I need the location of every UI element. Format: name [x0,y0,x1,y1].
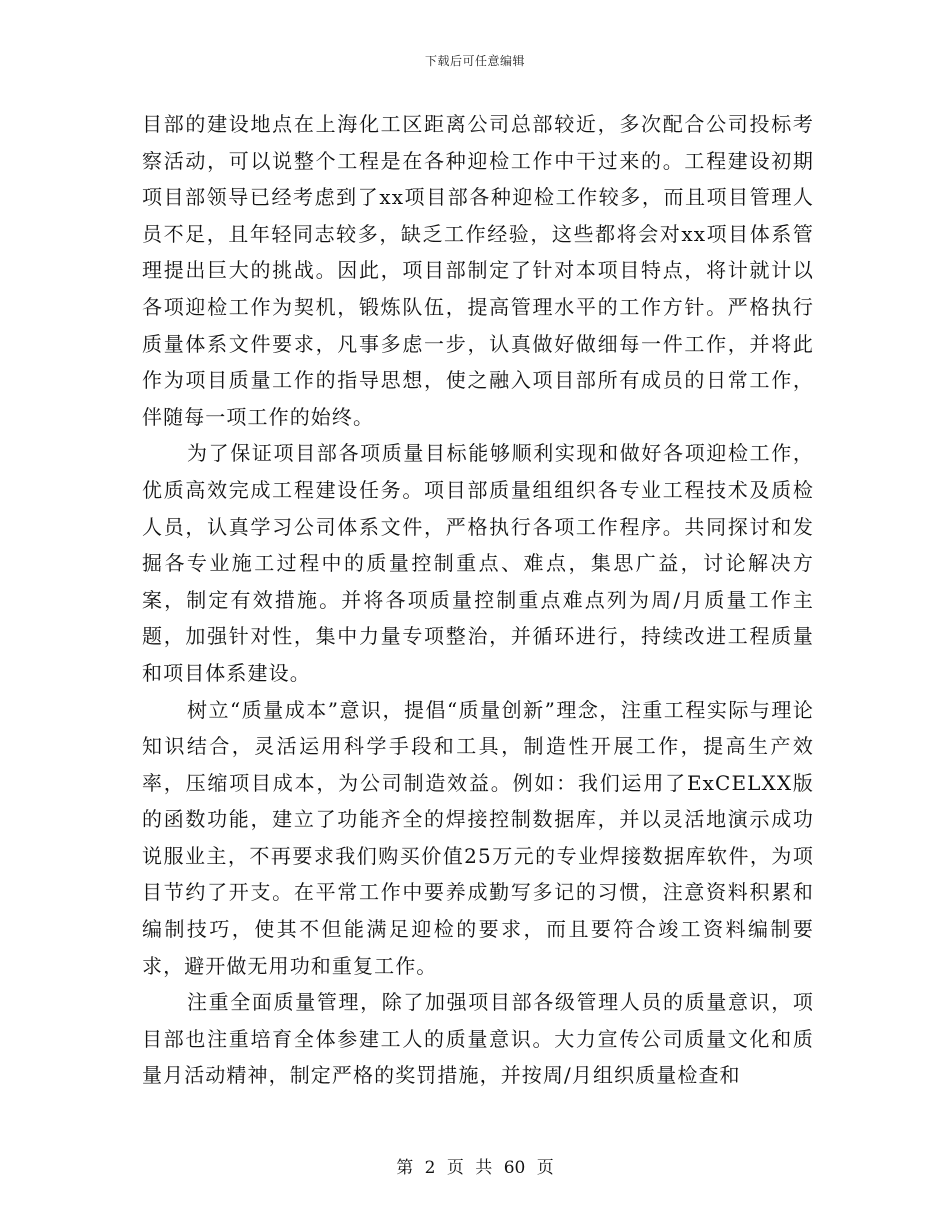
paragraph-total-quality: 注重全面质量管理，除了加强项目部各级管理人员的质量意识，项目部也注重培育全体参建工人的质量意识。大力宣传公司质量文化和质量月活动精神，制定严格的奖罚措施，并按周/月组织质量检查和 [142,990,814,1088]
paragraph-quality-goals: 为了保证项目部各项质量目标能够顺利实现和做好各项迎检工作，优质高效完成工程建设任务。项目部质量组组织各专业工程技术及质检人员，认真学习公司体系文件，严格执行各项工作程序。共同探讨和发掘各专业施工过程中的质量控制重点、难点，集思广益，讨论解决方案，制定有效措施。并将各项质量控制重点难点列为周/月质量工作主题，加强针对性，集中力量专项整治，并循环进行，持续改进工程质量和项目体系建设。 [142,441,814,685]
document-body [142,106,814,1094]
page-header: 下载后可任意编辑 [424,54,525,68]
paragraph-quality-cost: 树立“质量成本”意识，提倡“质量创新”理念，注重工程实际与理论知识结合，灵活运用科学手段和工具，制造性开展工作，提高生产效率，压缩项目成本，为公司制造效益。例如：我们运用了ExCELXX版的函数功能，建立了功能齐全的焊接控制数据库，并以灵活地演示成功说服业主，不再要求我们购买价值25万元的专业焊接数据库软件，为项目节约了开支。在平常工作中要养成勤写多记的习惯，注意资料积累和编制技巧，使其不但能满足迎检的要求，而且要符合竣工资料编制要求，避开做无用功和重复工作。 [142,697,814,978]
paragraph-continued: 目部的建设地点在上海化工区距离公司总部较近，多次配合公司投标考察活动，可以说整个工程是在各种迎检工作中干过来的。工程建设初期项目部领导已经考虑到了xx项目部各种迎检工作较多，而且项目管理人员不足，且年轻同志较多，缺乏工作经验，这些都将会对xx项目体系管理提出巨大的挑战。因此，项目部制定了针对本项目特点，将计就计以各项迎检工作为契机，锻炼队伍，提高管理水平的工作方针。严格执行质量体系文件要求，凡事多虑一步，认真做好做细每一件工作，并将此作为项目质量工作的指导思想，使之融入项目部所有成员的日常工作，伴随每一项工作的始终。 [142,112,814,429]
page-number-footer: 第 2 页 共 60 页 [396,1158,554,1178]
